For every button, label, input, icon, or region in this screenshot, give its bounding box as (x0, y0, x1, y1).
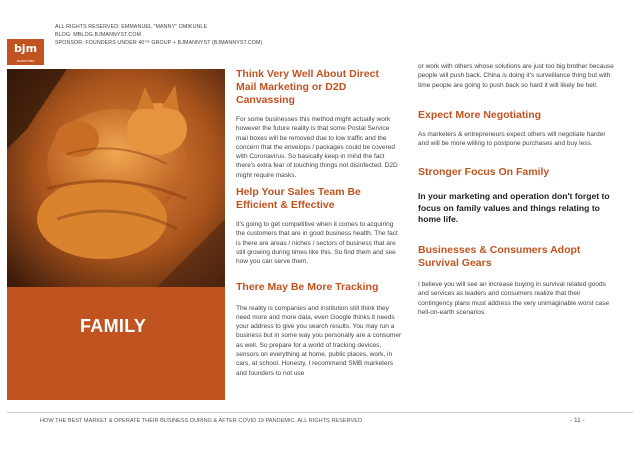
family-label: FAMILY (80, 316, 147, 336)
footer-divider (7, 412, 633, 413)
blog-line: BLOG: MBLOG.BJMANNYST.COM (55, 32, 142, 38)
family-banner (7, 287, 225, 400)
column-right (418, 63, 614, 317)
para-tracking: The reality is companies and institution still think they need more and more data, even Google thinks it needs your address to give you search results. You may run a business but in some way you personally are a consumer as well. So prepare for a world of tracking devices, sensors on everything at home, public places, work, in cars, at school. Honesty, I recommend SMB marketers and founders to not use (236, 304, 402, 377)
para-direct-mail: For some businesses this method might actually work however the future reality is that some Postal Service mail boxes will be removed due to low traffic and the concern that the envelops / packages could be covered with Coronavirus. So basically keep in mind the fact there's extra fear of touching things not disinfected. D2D might require masks. (236, 116, 398, 179)
brand-logo-subtext: MARKETING (16, 59, 35, 63)
brand-logo-text: bjm (13, 42, 38, 55)
heading-tracking: There May Be More Tracking (236, 280, 379, 293)
brand-logo (7, 39, 44, 65)
header-credits (55, 23, 262, 47)
para-continued: or work with others whose solutions are just too big brother because people will push back. China is doing it's surveillance thing but with time people are going to push back so hard it will likely be hell. (418, 63, 614, 89)
rights-line: ALL RIGHTS RESERVED: EMMANUEL "MANNY" OMIKUNLE (55, 24, 208, 30)
heading-negotiating: Expect More Negotiating (418, 108, 542, 121)
column-left (236, 68, 402, 378)
para-negotiating: As marketers & entrepreneurs expect others will negotiate harder and will be more willing to postpone purchases and buy less. (418, 130, 606, 148)
para-sales-team: It's going to get competitive when it comes to acquiring the customers that are in good business health. The fact is there are areas / niches / sectors of business that are still growing during times like this. So find them and see how you can serve them. (236, 221, 398, 266)
heading-sales-team: Help Your Sales Team Be Efficient & Effective (236, 186, 361, 212)
heading-survival-gears: Businesses & Consumers Adopt Survival Gears (418, 243, 581, 269)
para-survival-gears: I believe you will see an increase buying in survival related goods and services as leaders and consumers realize that their contingency plans must address the very unimaginable worst case hell-on-earth scenarios. (418, 280, 610, 316)
heading-direct-mail: Think Very Well About Direct Mail Marketing or D2D Canvassing (236, 68, 379, 106)
sponsor-line: SPONSOR: FOUNDERS UNDER 40™ GROUP + BJMANNYST (BJMANNYST.COM) (55, 40, 263, 46)
para-family-focus: In your marketing and operation don't forget to focus on family values and things relating to home life. (418, 191, 610, 225)
page-number: - 11 - (570, 417, 585, 424)
heading-family-focus: Stronger Focus On Family (418, 166, 550, 179)
footer-text: HOW THE BEST MARKET & OPERATE THEIR BUSINESS DURING & AFTER COVID 19 PANDEMIC. ALL RIGHTS RESERVED (40, 418, 363, 424)
photo-graphic (7, 69, 225, 287)
family-cats-photo (7, 69, 225, 287)
